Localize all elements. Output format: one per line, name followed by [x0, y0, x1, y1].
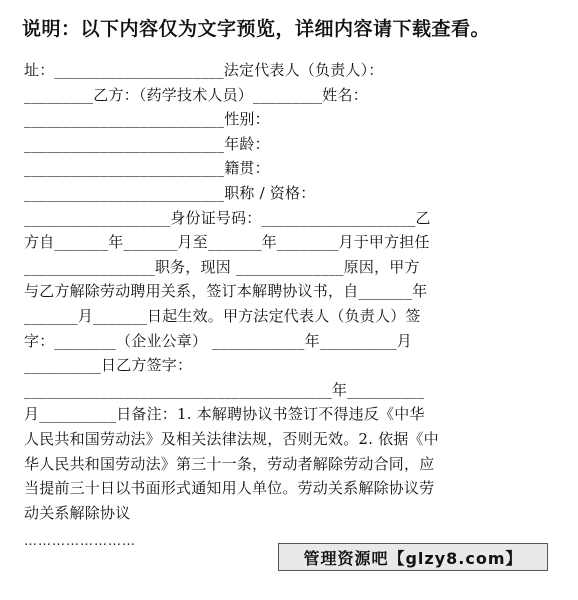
document-line: __________日乙方签字：: [24, 356, 193, 375]
document-line: 方自_______年_______月至_______年________月于甲方担任: [24, 233, 430, 252]
document-line: 与乙方解除劳动聘用关系，签订本解聘协议书，自_______年: [24, 282, 428, 301]
document-line: ___________________身份证号码：____________________乙: [24, 208, 431, 227]
document-line: _________乙方：（药学技术人员）_________姓名：: [24, 85, 368, 104]
site-banner[interactable]: 管理资源吧【glzy8.com】: [278, 543, 548, 571]
document-line: 址：______________________法定代表人（负责人）：: [24, 61, 384, 79]
document-line: __________________________籍贯：: [24, 159, 270, 178]
document-line: 华人民共和国劳动法》第三十一条，劳动者解除劳动合同，应: [24, 454, 435, 473]
document-line: 动关系解除协议: [24, 503, 131, 522]
document-body: [24, 58, 554, 525]
document-line: 字：________（企业公章） ____________年__________月: [24, 331, 412, 350]
continuation-ellipsis: ……………………: [24, 534, 136, 549]
document-line: __________________________性别：: [24, 110, 270, 129]
document-line: ________________________________________年__________: [24, 380, 425, 399]
document-line: _______月_______日起生效。甲方法定代表人（负责人）签: [24, 306, 421, 325]
document-line: 月__________日备注：1. 本解聘协议书签订不得违反《中华: [24, 405, 425, 424]
preview-notice: 说明：以下内容仅为文字预览，详细内容请下载查看。: [22, 18, 491, 40]
document-line: _________________职务，现因 ______________原因，甲方: [24, 257, 420, 276]
document-line: 人民共和国劳动法》及相关法律法规，否则无效。2. 依据《中: [24, 429, 439, 448]
document-line: 当提前三十日以书面形式通知用人单位。劳动关系解除协议劳: [24, 479, 435, 498]
document-line: __________________________职称 / 资格：: [24, 183, 316, 202]
document-line: __________________________年龄：: [24, 134, 270, 153]
